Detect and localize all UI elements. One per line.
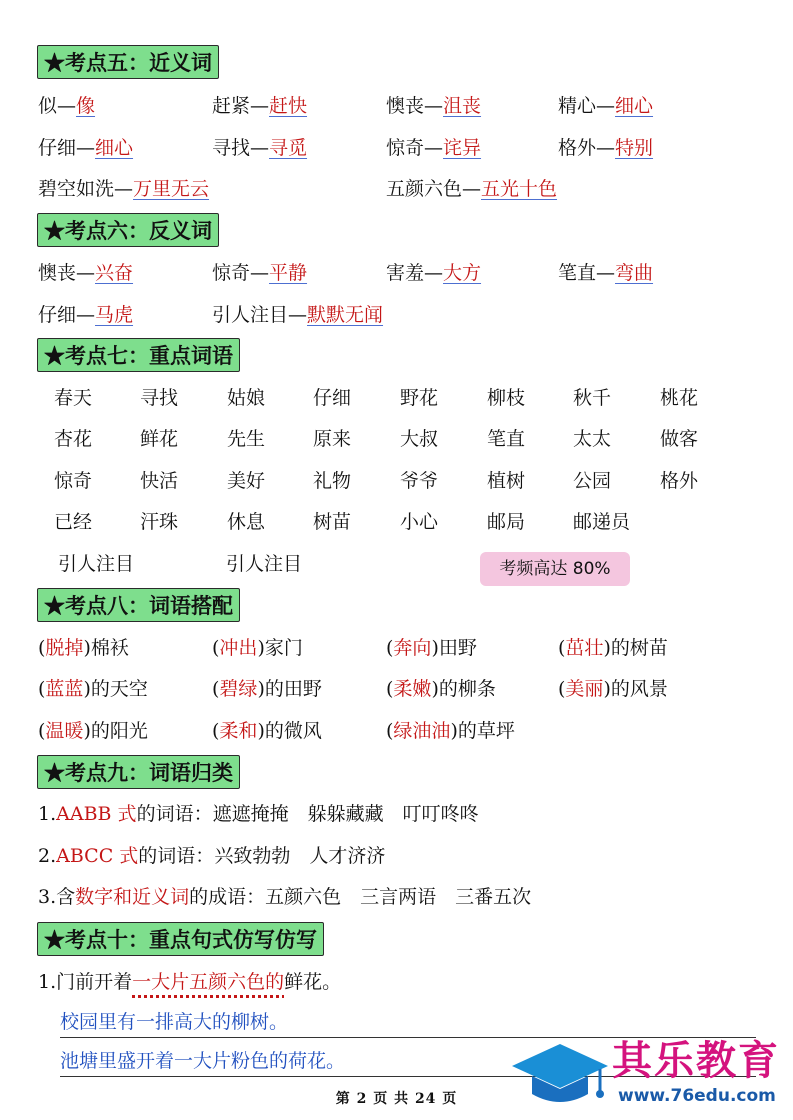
key-word: 杏花 (54, 428, 93, 450)
synonyms-word: 惊奇— (386, 137, 444, 159)
collocation-text: 的树苗 (610, 637, 668, 659)
key-word: 邮局 (487, 511, 526, 533)
collocation-row (0, 634, 793, 662)
collocation-text: 的柳条 (438, 678, 496, 700)
key-word: 寻找 (140, 387, 179, 409)
section-header-sentence-imitation: ★考点十：重点句式仿写仿写 (37, 922, 324, 956)
key-word: 仔细 (313, 387, 352, 409)
synonyms-pair (558, 134, 653, 162)
classification-label: 的成语： (189, 886, 266, 908)
antonyms-answer: 平静 (269, 262, 308, 284)
classification-words: 兴致勃勃 人才济济 (214, 845, 386, 867)
collocation-answer: 蓝蓝 (45, 678, 84, 700)
synonyms-pair (386, 92, 481, 120)
key-word: 太太 (573, 428, 612, 450)
classification-words: 遮遮掩掩 躲躲藏藏 叮叮咚咚 (212, 803, 479, 825)
synonyms-word: 碧空如洗— (38, 178, 134, 200)
antonyms-word: 惊奇— (212, 262, 270, 284)
key-word: 鲜花 (140, 428, 179, 450)
collocation-text: 的微风 (264, 720, 322, 742)
synonyms-answer: 细心 (615, 95, 654, 117)
synonyms-word: 仔细— (38, 137, 96, 159)
antonyms-answer: 大方 (443, 262, 482, 284)
synonyms-pair (38, 92, 95, 120)
key-word: 礼物 (313, 470, 352, 492)
collocation-text: 的阳光 (90, 720, 148, 742)
collocation-answer: 美丽 (565, 678, 604, 700)
key-word: 引人注目 (58, 553, 135, 575)
synonyms-row (0, 134, 793, 162)
section-header-synonyms: ★考点五：近义词 (37, 45, 219, 79)
collocation-item: (奔向)田野 (386, 637, 477, 659)
antonyms-row (0, 301, 793, 329)
key-word: 休息 (227, 511, 266, 533)
antonyms-pair (212, 301, 383, 329)
antonyms-pair (212, 259, 307, 287)
key-word: 植树 (487, 470, 526, 492)
key-word: 做客 (660, 428, 699, 450)
synonyms-answer: 寻觅 (269, 137, 308, 159)
synonyms-pair (386, 175, 557, 203)
key-word: 姑娘 (227, 387, 266, 409)
classification-row (0, 883, 793, 911)
classification-pattern: AABB 式 (56, 803, 137, 825)
classification-pattern: ABCC 式 (56, 845, 139, 867)
collocation-item: (柔嫩)的柳条 (386, 678, 496, 700)
synonyms-row (0, 175, 793, 203)
key-word: 野花 (400, 387, 439, 409)
collocation-text: 田野 (438, 637, 477, 659)
collocation-item: (脱掉)棉袄 (38, 637, 129, 659)
brand-name: 其乐教育 (612, 1038, 780, 1084)
collocation-item: (碧绿)的田野 (212, 678, 322, 700)
brand-url: www.76edu.com (618, 1086, 776, 1106)
page-number: 第 2 页 共 24 页 (335, 1091, 458, 1107)
antonyms-word: 笔直— (558, 262, 616, 284)
synonyms-answer: 特别 (615, 137, 654, 159)
classification-row (0, 842, 793, 870)
synonyms-word: 格外— (558, 137, 616, 159)
key-word: 桃花 (660, 387, 699, 409)
synonyms-answer: 像 (76, 95, 96, 117)
collocation-answer: 温暖 (45, 720, 84, 742)
sentence-suffix: 鲜花。 (284, 971, 342, 993)
classification-words: 五颜六色 三言两语 三番五次 (265, 886, 532, 908)
key-word: 先生 (227, 428, 266, 450)
antonyms-answer: 弯曲 (615, 262, 654, 284)
collocation-row (0, 675, 793, 703)
synonyms-answer: 五光十色 (481, 178, 558, 200)
collocation-answer: 绿油油 (393, 720, 451, 742)
synonyms-pair (386, 134, 481, 162)
synonyms-word: 赶紧— (212, 95, 270, 117)
classification-label: 的词语： (136, 803, 213, 825)
answer-line-1: 校园里有一排高大的柳树。 (60, 1007, 756, 1038)
synonyms-word: 似— (38, 95, 77, 117)
classification-pattern: 数字和近义词 (75, 886, 190, 908)
antonyms-pair (386, 259, 481, 287)
classification-number: 3.含 (38, 886, 76, 908)
key-word: 笔直 (487, 428, 526, 450)
antonyms-row (0, 259, 793, 287)
classification-item (38, 842, 385, 870)
key-word: 小心 (400, 511, 439, 533)
collocation-answer: 柔和 (219, 720, 258, 742)
classification-item (38, 883, 531, 911)
key-word: 柳枝 (487, 387, 526, 409)
sentence-prefix: 1.门前开着 (38, 971, 133, 993)
collocation-item: (美丽)的风景 (558, 678, 668, 700)
key-word: 秋千 (573, 387, 612, 409)
collocation-item: (温暖)的阳光 (38, 720, 148, 742)
classification-label: 的词语： (138, 845, 215, 867)
collocation-item: (茁壮)的树苗 (558, 637, 668, 659)
synonyms-word: 五颜六色— (386, 178, 482, 200)
key-word: 春天 (54, 387, 93, 409)
collocation-answer: 脱掉 (45, 637, 84, 659)
key-word: 大叔 (400, 428, 439, 450)
synonyms-word: 精心— (558, 95, 616, 117)
antonyms-answer: 兴奋 (95, 262, 134, 284)
collocation-item: (蓝蓝)的天空 (38, 678, 148, 700)
synonyms-pair (558, 92, 653, 120)
collocation-item: (冲出)家门 (212, 637, 303, 659)
collocation-answer: 茁壮 (565, 637, 604, 659)
collocation-text: 棉袄 (90, 637, 129, 659)
key-word: 快活 (140, 470, 179, 492)
antonyms-pair (38, 301, 133, 329)
collocation-item: (柔和)的微风 (212, 720, 322, 742)
key-word: 已经 (54, 511, 93, 533)
synonyms-word: 懊丧— (386, 95, 444, 117)
synonyms-word: 寻找— (212, 137, 270, 159)
synonyms-pair (38, 134, 133, 162)
antonyms-word: 懊丧— (38, 262, 96, 284)
key-word: 格外 (660, 470, 699, 492)
antonyms-word: 害羞— (386, 262, 444, 284)
key-word: 爷爷 (400, 470, 439, 492)
antonyms-word: 仔细— (38, 304, 96, 326)
key-word: 树苗 (313, 511, 352, 533)
key-word: 惊奇 (54, 470, 93, 492)
key-word: 公园 (573, 470, 612, 492)
collocation-item: (绿油油)的草坪 (386, 720, 515, 742)
collocation-row (0, 717, 793, 745)
collocation-answer: 碧绿 (219, 678, 258, 700)
synonyms-pair (38, 175, 209, 203)
classification-number: 2. (38, 845, 57, 867)
section-header-key-words: ★考点七：重点词语 (37, 338, 240, 372)
antonyms-answer: 马虎 (95, 304, 134, 326)
antonyms-pair (38, 259, 133, 287)
section-header-collocations: ★考点八：词语搭配 (37, 588, 240, 622)
synonyms-answer: 万里无云 (133, 178, 210, 200)
classification-row (0, 800, 793, 828)
antonyms-answer: 默默无闻 (307, 304, 384, 326)
antonyms-pair (558, 259, 653, 287)
key-word: 原来 (313, 428, 352, 450)
section-header-antonyms: ★考点六：反义词 (37, 213, 219, 247)
synonyms-pair (212, 134, 307, 162)
sentence-key-phrase: 一大片五颜六色的 (132, 971, 285, 993)
collocation-text: 的田野 (264, 678, 322, 700)
collocation-text: 的天空 (90, 678, 148, 700)
collocation-text: 的风景 (610, 678, 668, 700)
synonyms-answer: 沮丧 (443, 95, 482, 117)
synonyms-row (0, 92, 793, 120)
collocation-answer: 柔嫩 (393, 678, 432, 700)
collocation-answer: 奔向 (393, 637, 432, 659)
key-word: 引人注目 (226, 553, 303, 575)
answer-line-2: 池塘里盛开着一大片粉色的荷花。 (60, 1046, 756, 1077)
synonyms-answer: 细心 (95, 137, 134, 159)
antonyms-word: 引人注目— (212, 304, 308, 326)
key-word: 美好 (227, 470, 266, 492)
collocation-answer: 冲出 (219, 637, 258, 659)
sentence-example (0, 968, 793, 996)
frequency-badge: 考频高达 80% (480, 552, 630, 586)
collocation-text: 的草坪 (457, 720, 515, 742)
synonyms-answer: 诧异 (443, 137, 482, 159)
section-header-classification: ★考点九：词语归类 (37, 755, 240, 789)
synonyms-answer: 赶快 (269, 95, 308, 117)
classification-item (38, 800, 479, 828)
classification-number: 1. (38, 803, 57, 825)
synonyms-pair (212, 92, 307, 120)
key-word: 汗珠 (140, 511, 179, 533)
key-word: 邮递员 (573, 511, 631, 533)
collocation-text: 家门 (264, 637, 303, 659)
